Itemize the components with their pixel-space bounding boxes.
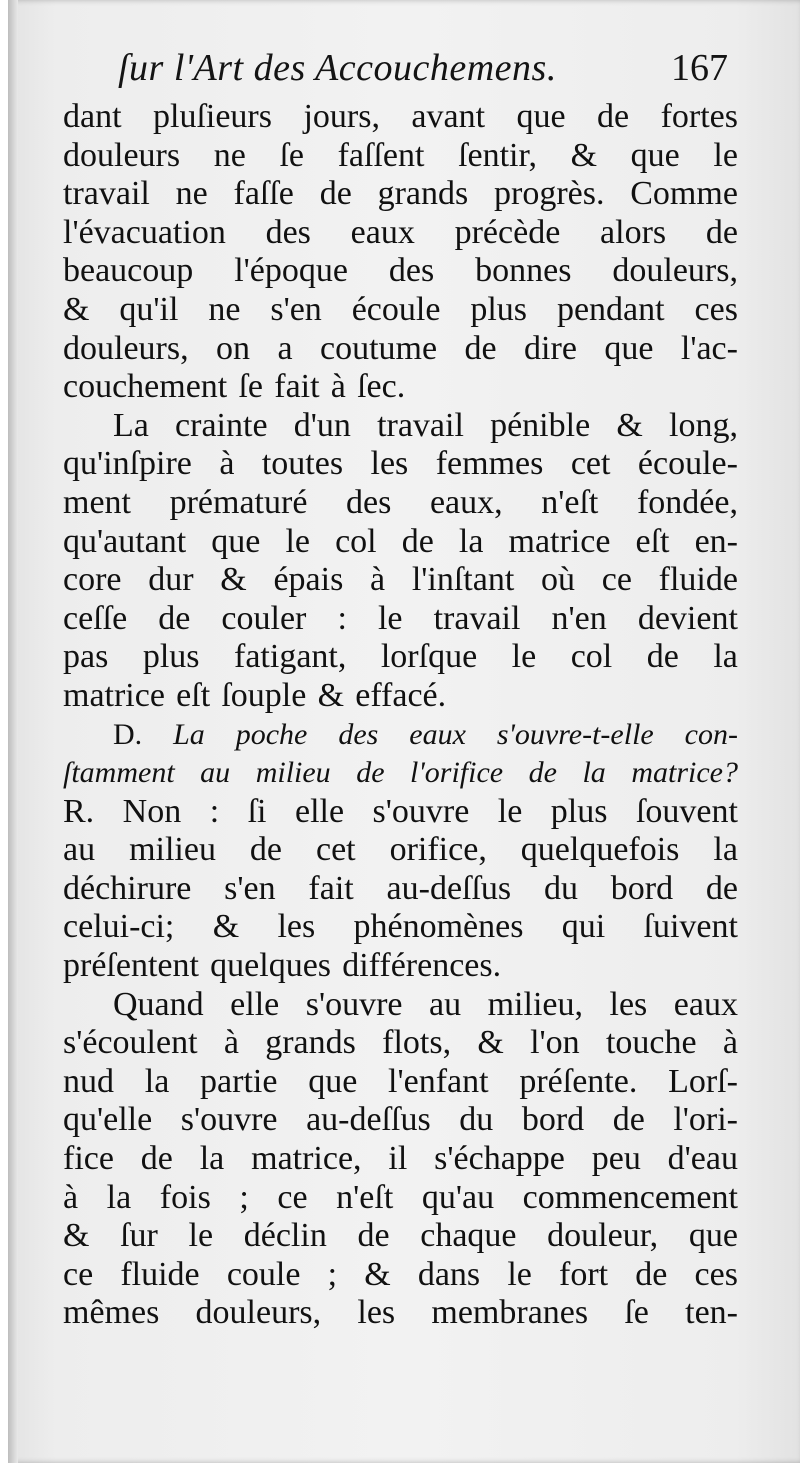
- word: Non: [122, 792, 182, 830]
- text-line: [63, 677, 738, 716]
- word: s'ouvre-t-elle: [496, 717, 654, 751]
- word: ſi: [247, 792, 267, 830]
- text-line: [63, 484, 738, 523]
- word: travail: [377, 406, 464, 444]
- word: fice: [63, 1140, 114, 1178]
- page-gutter-shadow: [8, 0, 18, 1463]
- word: au: [200, 756, 231, 790]
- word: quelques: [210, 947, 332, 985]
- word: Comme: [630, 175, 738, 213]
- text-line: [63, 330, 738, 369]
- word: coule: [226, 1255, 301, 1293]
- word: la: [713, 638, 738, 676]
- word: fois: [159, 1178, 211, 1216]
- word: dire: [524, 329, 577, 367]
- word: ſe: [624, 1294, 649, 1332]
- text-line: [63, 1140, 738, 1179]
- word: nud: [63, 1062, 114, 1100]
- word: ſe: [238, 368, 264, 406]
- word: douleurs,: [63, 329, 189, 367]
- word: à: [722, 1024, 738, 1062]
- word: de: [464, 329, 497, 367]
- body-text: [63, 98, 738, 1333]
- word: orifice,: [389, 831, 487, 869]
- word: à: [63, 1178, 79, 1216]
- word: s'en: [270, 290, 322, 328]
- word: toutes: [261, 445, 344, 483]
- word: que: [516, 98, 566, 135]
- word: matrice?: [631, 756, 738, 790]
- text-line: [63, 214, 738, 253]
- word: ;: [239, 1178, 249, 1216]
- word: travail: [433, 599, 521, 637]
- word: elle: [230, 985, 280, 1023]
- word: que: [308, 1062, 358, 1100]
- word: poche: [235, 717, 308, 751]
- word: douleurs: [63, 136, 181, 174]
- word: s'écoulent: [63, 1024, 198, 1062]
- word: couler: [221, 599, 307, 637]
- word: lorſque: [380, 638, 478, 676]
- word: déchirure: [63, 869, 192, 907]
- word: que: [688, 1217, 738, 1255]
- word: fluide: [120, 1255, 200, 1293]
- word: :: [337, 599, 347, 637]
- word: le: [713, 136, 738, 174]
- word: on: [216, 329, 251, 367]
- text-line: [63, 754, 738, 793]
- word: l'orifice: [410, 756, 504, 790]
- text-line: [63, 600, 738, 639]
- word: le: [377, 599, 403, 637]
- word: l'inſtant: [411, 561, 515, 599]
- word: qu'au: [421, 1178, 495, 1216]
- word: bord: [610, 869, 674, 907]
- word: ſouvent: [635, 792, 738, 830]
- word: eſt: [635, 522, 670, 560]
- word: du: [459, 1101, 494, 1139]
- word: d'eau: [667, 1140, 738, 1178]
- word: les: [370, 445, 409, 483]
- word: touche: [605, 1024, 697, 1062]
- word: crainte: [175, 406, 268, 444]
- word: matrice: [508, 522, 611, 560]
- word: femmes: [435, 445, 544, 483]
- word: &: [212, 908, 240, 946]
- word: couchement: [63, 368, 228, 406]
- page-number: 167: [671, 47, 728, 89]
- word: qu'inſpire: [63, 445, 192, 483]
- word: le: [285, 522, 310, 560]
- word: dant: [63, 98, 122, 135]
- word: de: [528, 756, 557, 790]
- word: matrice,: [251, 1140, 362, 1178]
- word: plus: [550, 792, 608, 830]
- word: &: [63, 290, 90, 328]
- word: de: [357, 1217, 390, 1255]
- word: au: [429, 985, 462, 1023]
- word: partie: [200, 1062, 278, 1100]
- word: d'un: [293, 406, 351, 444]
- text-line: [63, 445, 738, 484]
- text-line: [63, 291, 738, 330]
- word: commencement: [522, 1178, 738, 1216]
- word: que: [211, 522, 261, 560]
- word: col: [570, 638, 613, 676]
- word: &: [570, 136, 598, 174]
- word: qu'elle: [63, 1101, 153, 1139]
- word: dans: [417, 1255, 481, 1293]
- word: douleur,: [547, 1217, 659, 1255]
- word: fait: [274, 368, 320, 406]
- word: du: [543, 869, 578, 907]
- word: de: [140, 1140, 173, 1178]
- word: la: [458, 522, 484, 560]
- text-line: [63, 1217, 738, 1256]
- page-header: [8, 46, 800, 102]
- word: pénible: [490, 406, 591, 444]
- word: elle: [294, 792, 345, 830]
- word: fortes: [660, 98, 738, 135]
- word: ten-: [685, 1294, 738, 1332]
- text-line: [63, 1063, 738, 1102]
- word: devient: [637, 599, 738, 637]
- text-line: [63, 947, 738, 986]
- word: douleurs,: [612, 252, 738, 290]
- text-line: [63, 98, 738, 137]
- word: ;: [327, 1255, 338, 1293]
- word: ſouple: [221, 676, 307, 714]
- word: &: [477, 1024, 504, 1062]
- word: au-deſſus: [306, 1101, 431, 1139]
- word: de: [597, 98, 630, 135]
- word: eaux: [409, 717, 466, 751]
- word: de: [356, 756, 385, 790]
- word: qu'il: [119, 290, 179, 328]
- word: effacé.: [355, 676, 447, 714]
- word: des: [265, 213, 311, 251]
- text-line: [63, 175, 738, 214]
- word: eaux: [673, 985, 738, 1023]
- word: de: [635, 1255, 668, 1293]
- word: quelquefois: [520, 831, 680, 869]
- word: en-: [694, 522, 738, 560]
- word: cet: [315, 831, 356, 869]
- word: n'eſt: [336, 1178, 394, 1216]
- word: ſtamment: [63, 756, 175, 790]
- word: &: [364, 1255, 391, 1293]
- word: D.: [113, 717, 143, 751]
- word: à: [330, 368, 346, 406]
- word: la: [713, 831, 738, 869]
- word: le: [188, 1217, 214, 1255]
- word: :: [209, 792, 220, 830]
- word: La: [173, 717, 205, 751]
- word: plus: [470, 290, 528, 328]
- word: douleurs,: [195, 1294, 322, 1332]
- word: milieu: [255, 756, 331, 790]
- word: les: [277, 908, 316, 946]
- word: l'évacuation: [63, 213, 226, 251]
- word: de: [705, 213, 738, 251]
- word: s'ouvre: [372, 792, 470, 830]
- word: de: [646, 638, 679, 676]
- word: pas: [63, 638, 109, 676]
- word: beaucoup: [63, 252, 194, 290]
- word: des: [338, 717, 379, 751]
- word: qui: [561, 908, 606, 946]
- word: con-: [684, 717, 738, 751]
- word: différences.: [342, 947, 502, 985]
- word: épais: [273, 561, 344, 599]
- word: &: [220, 561, 247, 599]
- word: fait: [308, 869, 354, 907]
- word: il: [388, 1140, 408, 1178]
- word: n'en: [551, 599, 607, 637]
- word: que: [604, 329, 654, 367]
- word: ceſſe: [63, 599, 128, 637]
- word: ce: [277, 1178, 308, 1216]
- text-line: [63, 368, 738, 407]
- word: ne: [175, 175, 208, 213]
- word: &: [63, 1217, 90, 1255]
- word: dur: [148, 561, 194, 599]
- word: flots,: [382, 1024, 452, 1062]
- text-line: [63, 561, 738, 600]
- word: &: [317, 676, 345, 714]
- word: le: [507, 1255, 532, 1293]
- word: milieu: [129, 831, 216, 869]
- word: de: [249, 831, 283, 869]
- text-line: [63, 1101, 738, 1140]
- word: de: [158, 599, 191, 637]
- word: fondée,: [636, 483, 738, 521]
- word: fluide: [658, 561, 738, 599]
- word: l'enfant: [388, 1062, 489, 1100]
- word: de: [705, 869, 738, 907]
- word: les: [609, 985, 648, 1023]
- word: Quand: [113, 985, 204, 1023]
- word: eaux,: [429, 483, 503, 521]
- word: prématuré: [169, 483, 308, 521]
- word: fatigant,: [234, 638, 347, 676]
- word: La: [113, 406, 149, 444]
- word: ces: [694, 1255, 738, 1293]
- word: ment: [63, 483, 131, 521]
- word: travail: [63, 175, 150, 213]
- word: phénomènes: [353, 908, 524, 946]
- word: faſſent: [337, 136, 425, 174]
- word: eaux: [350, 213, 415, 251]
- text-line: [63, 1294, 738, 1333]
- word: a: [277, 329, 293, 367]
- word: écoule: [351, 290, 441, 328]
- word: ſuivent: [643, 908, 738, 946]
- word: à: [219, 445, 235, 483]
- word: de: [401, 522, 434, 560]
- word: Lorſ-: [668, 1062, 738, 1100]
- word: cet: [570, 445, 611, 483]
- word: où: [541, 561, 576, 599]
- word: pendant: [556, 290, 665, 328]
- word: ſur: [120, 1217, 158, 1255]
- word: ne: [213, 136, 246, 174]
- word: s'en: [224, 869, 276, 907]
- word: chaque: [420, 1217, 517, 1255]
- word: ſec.: [357, 368, 406, 406]
- word: la: [582, 756, 606, 790]
- word: préſente.: [519, 1062, 638, 1100]
- word: grands: [265, 1024, 356, 1062]
- word: à: [370, 561, 386, 599]
- word: déclin: [243, 1217, 327, 1255]
- text-line: [63, 1179, 738, 1218]
- word: bonnes: [475, 252, 572, 290]
- word: R.: [63, 792, 95, 830]
- word: plus: [142, 638, 200, 676]
- word: mêmes: [63, 1294, 160, 1332]
- word: coutume: [320, 329, 438, 367]
- word: le: [511, 638, 537, 676]
- word: au: [63, 831, 96, 869]
- word: pluſieurs: [153, 98, 272, 135]
- running-head: ſur l'Art des Accouchemens.: [118, 47, 557, 89]
- word: ne: [208, 290, 241, 328]
- text-line: [63, 1256, 738, 1295]
- text-line: [63, 870, 738, 909]
- word: des: [346, 483, 392, 521]
- text-line: [63, 986, 738, 1025]
- word: qu'autant: [63, 522, 187, 560]
- text-line: [63, 831, 738, 870]
- word: eſt: [176, 676, 211, 714]
- word: grands: [377, 175, 469, 213]
- text-line: [63, 908, 738, 947]
- word: la: [106, 1178, 132, 1216]
- word: des: [388, 252, 435, 290]
- word: s'échappe: [434, 1140, 565, 1178]
- word: précède: [454, 213, 561, 251]
- text-line: [63, 1024, 738, 1063]
- text-line: [63, 793, 738, 832]
- word: faſſe: [233, 175, 294, 213]
- word: le: [497, 792, 523, 830]
- word: à: [223, 1024, 239, 1062]
- word: ces: [694, 290, 738, 328]
- word: membranes: [431, 1294, 589, 1332]
- word: long,: [669, 406, 738, 444]
- word: ce: [601, 561, 632, 599]
- word: l'ori-: [673, 1101, 738, 1139]
- word: alors: [600, 213, 667, 251]
- text-line: [63, 252, 738, 291]
- word: jours,: [303, 98, 380, 135]
- text-line: [63, 407, 738, 446]
- word: celui-ci;: [63, 908, 175, 946]
- text-line: [63, 137, 738, 176]
- word: avant: [411, 98, 486, 135]
- text-line: [63, 716, 738, 755]
- word: au-deſſus: [386, 869, 512, 907]
- word: core: [63, 561, 122, 599]
- word: ſentir,: [458, 136, 537, 174]
- word: la: [199, 1140, 225, 1178]
- text-line: [63, 638, 738, 677]
- word: peu: [591, 1140, 641, 1178]
- word: s'ouvre: [305, 985, 403, 1023]
- word: l'on: [530, 1024, 580, 1062]
- text-line: [63, 523, 738, 562]
- word: les: [357, 1294, 396, 1332]
- word: progrès.: [494, 175, 605, 213]
- word: l'époque: [234, 252, 348, 290]
- word: matrice: [63, 676, 165, 714]
- word: fort: [559, 1255, 609, 1293]
- word: écoule-: [637, 445, 738, 483]
- word: la: [144, 1062, 170, 1100]
- word: bord: [521, 1101, 585, 1139]
- word: milieu,: [487, 985, 583, 1023]
- word: &: [616, 406, 643, 444]
- word: n'eſt: [541, 483, 599, 521]
- word: de: [319, 175, 352, 213]
- word: col: [335, 522, 377, 560]
- word: que: [630, 136, 680, 174]
- word: s'ouvre: [180, 1101, 278, 1139]
- book-page: [8, 0, 800, 1463]
- word: de: [612, 1101, 645, 1139]
- word: l'ac-: [680, 329, 738, 367]
- word: ce: [63, 1255, 94, 1293]
- word: préſentent: [63, 947, 199, 985]
- word: ſe: [279, 136, 304, 174]
